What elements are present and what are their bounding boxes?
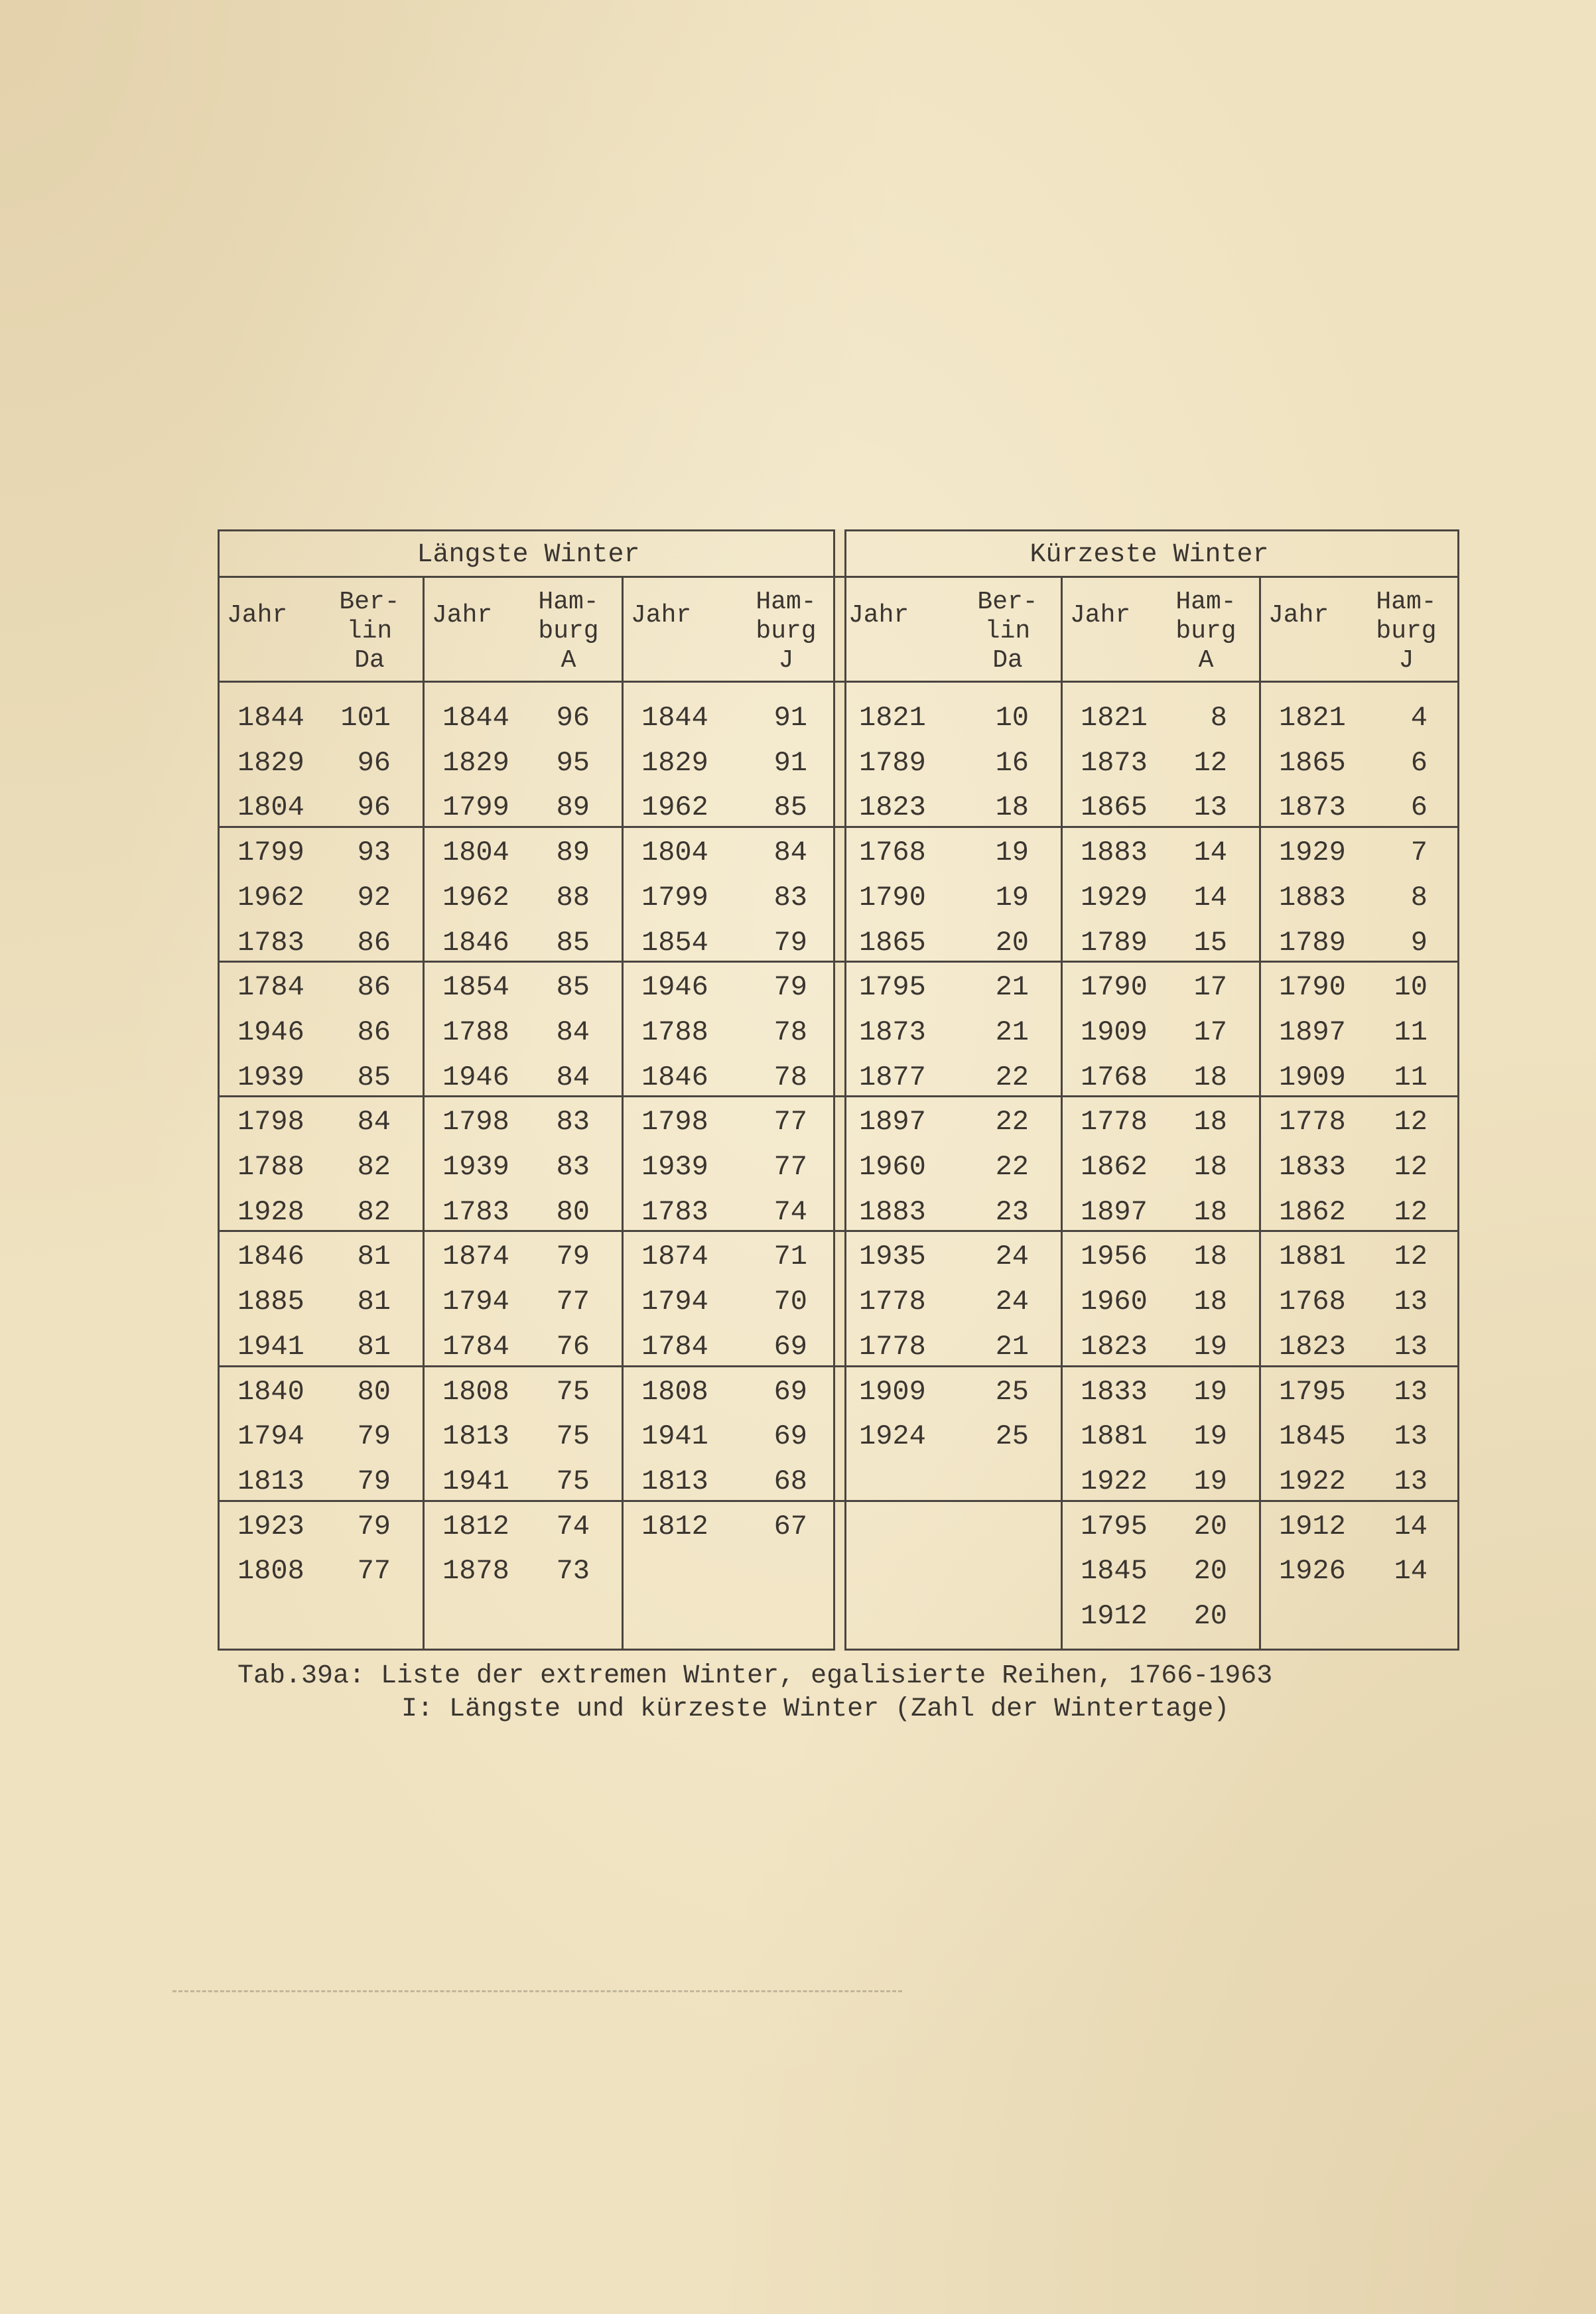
table-cell-year: 1912 — [1279, 1510, 1346, 1542]
table-cell-value: 19 — [995, 837, 1029, 869]
table-cell-value: 81 — [357, 1286, 391, 1318]
table-cell-year: 1865 — [1279, 746, 1346, 779]
table-cell-year: 1794 — [237, 1420, 304, 1453]
table-cell-year: 1829 — [442, 746, 509, 779]
table-cell-value: 85 — [556, 926, 590, 959]
table-cell-year: 1846 — [641, 1061, 708, 1093]
table-cell-year: 1878 — [442, 1555, 509, 1588]
table-cell-year: 1795 — [1279, 1375, 1346, 1408]
table-cell-year: 1808 — [237, 1555, 304, 1588]
table-cell-year: 1790 — [1279, 971, 1346, 1004]
table-cell-year: 1799 — [641, 881, 708, 914]
table-cell-value: 19 — [1193, 1465, 1227, 1497]
table-cell-value: 24 — [995, 1241, 1029, 1273]
table-cell-year: 1962 — [641, 791, 708, 824]
table-cell-value: 9 — [1410, 926, 1428, 959]
table-cell-year: 1794 — [641, 1286, 708, 1318]
table-cell-value: 12 — [1394, 1241, 1428, 1273]
table-cell-year: 1909 — [1279, 1061, 1346, 1093]
table-cell-value: 92 — [357, 881, 391, 914]
table-cell-year: 1768 — [859, 837, 926, 869]
table-cell-year: 1788 — [442, 1016, 509, 1048]
table-cell-value: 22 — [995, 1106, 1029, 1138]
table-cell-value: 19 — [995, 881, 1029, 914]
table-cell-year: 1813 — [442, 1420, 509, 1453]
table-cell-year: 1783 — [442, 1195, 509, 1228]
table-cell-year: 1865 — [1081, 791, 1148, 824]
table-cell-year: 1784 — [237, 971, 304, 1004]
table-cell-value: 86 — [357, 1016, 391, 1048]
table-cell-value: 82 — [357, 1151, 391, 1183]
table-cell-value: 17 — [1193, 1016, 1227, 1048]
table-cell-year: 1939 — [442, 1151, 509, 1183]
row-group-rule — [218, 1365, 1459, 1367]
table-cell-year: 1865 — [859, 926, 926, 959]
table-cell-value: 83 — [556, 1106, 590, 1138]
table-cell-value: 84 — [357, 1106, 391, 1138]
table-cell-value: 21 — [995, 1016, 1029, 1048]
table-cell-value: 13 — [1394, 1375, 1428, 1408]
table-cell-value: 69 — [773, 1330, 807, 1363]
table-cell-year: 1909 — [1081, 1016, 1148, 1048]
table-cell-value: 24 — [995, 1286, 1029, 1318]
table-cell-year: 1883 — [859, 1195, 926, 1228]
table-cell-value: 101 — [340, 702, 391, 734]
table-cell-year: 1883 — [1081, 837, 1148, 869]
table-cell-value: 74 — [556, 1510, 590, 1542]
table-cell-year: 1823 — [859, 791, 926, 824]
table-cell-year: 1808 — [442, 1375, 509, 1408]
table-cell-value: 18 — [1193, 1151, 1227, 1183]
table-cell-value: 17 — [1193, 971, 1227, 1004]
table-cell-value: 79 — [357, 1465, 391, 1497]
table-cell-value: 86 — [357, 971, 391, 1004]
table-cell-value: 19 — [1193, 1420, 1227, 1453]
table-cell-year: 1960 — [859, 1151, 926, 1183]
table-cell-value: 81 — [357, 1241, 391, 1273]
table-cell-year: 1912 — [1081, 1600, 1148, 1632]
table-cell-value: 84 — [773, 837, 807, 869]
table-cell-year: 1812 — [641, 1510, 708, 1542]
table-cell-year: 1862 — [1081, 1151, 1148, 1183]
table-cell-value: 8 — [1410, 881, 1428, 914]
table-cell-value: 76 — [556, 1330, 590, 1363]
column-header-value: Ham- burg J — [756, 588, 817, 675]
table-cell-year: 1960 — [1081, 1286, 1148, 1318]
column-header-year: Jahr — [432, 601, 493, 630]
caption-line-1: Tab.39a: Liste der extremen Winter, egalisierte Reihen, 1766-1963 — [237, 1661, 1273, 1691]
table-cell-value: 83 — [556, 1151, 590, 1183]
table-cell-value: 18 — [995, 791, 1029, 824]
table-cell-value: 78 — [773, 1016, 807, 1048]
table-cell-value: 89 — [556, 837, 590, 869]
table-cell-year: 1768 — [1081, 1061, 1148, 1093]
table-cell-year: 1929 — [1081, 881, 1148, 914]
table-cell-value: 16 — [995, 746, 1029, 779]
table-cell-year: 1926 — [1279, 1555, 1346, 1588]
table-cell-year: 1821 — [1081, 702, 1148, 734]
table-cell-year: 1935 — [859, 1241, 926, 1273]
column-header-value: Ber- lin Da — [339, 588, 400, 675]
table-cell-year: 1941 — [641, 1420, 708, 1453]
table-cell-value: 68 — [773, 1465, 807, 1497]
table-cell-value: 84 — [556, 1016, 590, 1048]
row-group-rule — [218, 961, 1459, 963]
table-cell-value: 91 — [773, 746, 807, 779]
table-cell-year: 1844 — [237, 702, 304, 734]
table-cell-year: 1845 — [1081, 1555, 1148, 1588]
table-cell-year: 1788 — [237, 1151, 304, 1183]
table-cell-value: 85 — [357, 1061, 391, 1093]
table-cell-year: 1798 — [237, 1106, 304, 1138]
column-rule — [622, 576, 624, 1651]
table-cell-year: 1922 — [1279, 1465, 1346, 1497]
table-cell-year: 1840 — [237, 1375, 304, 1408]
table-cell-year: 1821 — [1279, 702, 1346, 734]
table-cell-year: 1795 — [1081, 1510, 1148, 1542]
table-cell-year: 1823 — [1279, 1330, 1346, 1363]
table-cell-year: 1790 — [1081, 971, 1148, 1004]
column-header-year: Jahr — [1070, 601, 1131, 630]
table-cell-value: 79 — [556, 1241, 590, 1273]
column-rule — [1259, 576, 1261, 1651]
table-cell-value: 96 — [357, 791, 391, 824]
caption-line-2: I: Längste und kürzeste Winter (Zahl der Wintertage) — [401, 1694, 1230, 1724]
table-cell-value: 10 — [995, 702, 1029, 734]
table-cell-year: 1922 — [1081, 1465, 1148, 1497]
table-cell-value: 19 — [1193, 1330, 1227, 1363]
table-cell-year: 1783 — [237, 926, 304, 959]
table-cell-value: 75 — [556, 1465, 590, 1497]
table-cell-value: 80 — [357, 1375, 391, 1408]
table-cell-value: 67 — [773, 1510, 807, 1542]
table-cell-value: 11 — [1394, 1061, 1428, 1093]
row-group-rule — [218, 1095, 1459, 1097]
table-cell-value: 12 — [1394, 1195, 1428, 1228]
table-cell-value: 20 — [1193, 1510, 1227, 1542]
table-cell-year: 1924 — [859, 1420, 926, 1453]
table-cell-year: 1778 — [859, 1286, 926, 1318]
table-cell-value: 79 — [773, 926, 807, 959]
table-cell-value: 69 — [773, 1420, 807, 1453]
table-cell-value: 19 — [1193, 1375, 1227, 1408]
table-cell-year: 1928 — [237, 1195, 304, 1228]
table-cell-value: 13 — [1394, 1465, 1428, 1497]
table-cell-year: 1783 — [641, 1195, 708, 1228]
table-cell-value: 75 — [556, 1420, 590, 1453]
title-rule — [218, 576, 1459, 578]
table-cell-year: 1844 — [641, 702, 708, 734]
table-cell-value: 13 — [1193, 791, 1227, 824]
table-cell-value: 8 — [1210, 702, 1227, 734]
longest-winters-title: Längste Winter — [417, 540, 640, 570]
table-cell-value: 73 — [556, 1555, 590, 1588]
table-cell-year: 1862 — [1279, 1195, 1346, 1228]
table-cell-year: 1833 — [1279, 1151, 1346, 1183]
table-cell-year: 1939 — [641, 1151, 708, 1183]
table-cell-year: 1790 — [859, 881, 926, 914]
table-cell-value: 20 — [1193, 1555, 1227, 1588]
row-group-rule — [218, 826, 1459, 828]
table-cell-year: 1784 — [442, 1330, 509, 1363]
shortest-winters-title: Kürzeste Winter — [1030, 540, 1269, 570]
table-cell-year: 1962 — [442, 881, 509, 914]
table-cell-value: 84 — [556, 1061, 590, 1093]
table-cell-value: 14 — [1193, 837, 1227, 869]
table-cell-year: 1897 — [1081, 1195, 1148, 1228]
table-cell-value: 13 — [1394, 1330, 1428, 1363]
table-cell-year: 1873 — [1081, 746, 1148, 779]
table-cell-value: 13 — [1394, 1286, 1428, 1318]
table-cell-value: 18 — [1193, 1061, 1227, 1093]
table-cell-year: 1844 — [442, 702, 509, 734]
table-cell-year: 1946 — [641, 971, 708, 1004]
table-cell-year: 1804 — [442, 837, 509, 869]
table-cell-value: 7 — [1410, 837, 1428, 869]
column-rule — [423, 576, 425, 1651]
table-cell-value: 14 — [1394, 1510, 1428, 1542]
table-cell-year: 1823 — [1081, 1330, 1148, 1363]
table-cell-year: 1789 — [859, 746, 926, 779]
column-header-year: Jahr — [848, 601, 909, 630]
table-cell-value: 83 — [773, 881, 807, 914]
table-cell-year: 1854 — [641, 926, 708, 959]
table-cell-value: 11 — [1394, 1016, 1428, 1048]
table-cell-year: 1941 — [442, 1465, 509, 1497]
table-cell-value: 82 — [357, 1195, 391, 1228]
table-cell-value: 89 — [556, 791, 590, 824]
table-cell-year: 1946 — [237, 1016, 304, 1048]
table-cell-value: 77 — [357, 1555, 391, 1588]
table-cell-value: 12 — [1394, 1151, 1428, 1183]
table-cell-year: 1946 — [442, 1061, 509, 1093]
table-cell-value: 78 — [773, 1061, 807, 1093]
table-cell-value: 18 — [1193, 1195, 1227, 1228]
table-cell-value: 13 — [1394, 1420, 1428, 1453]
table-cell-value: 79 — [357, 1510, 391, 1542]
table-cell-year: 1874 — [442, 1241, 509, 1273]
table-cell-year: 1799 — [237, 837, 304, 869]
table-cell-year: 1813 — [237, 1465, 304, 1497]
table-cell-value: 69 — [773, 1375, 807, 1408]
table-cell-year: 1941 — [237, 1330, 304, 1363]
table-cell-year: 1804 — [237, 791, 304, 824]
table-cell-year: 1795 — [859, 971, 926, 1004]
table-cell-value: 91 — [773, 702, 807, 734]
table-cell-value: 25 — [995, 1375, 1029, 1408]
table-cell-value: 88 — [556, 881, 590, 914]
table-cell-year: 1909 — [859, 1375, 926, 1408]
table-cell-year: 1778 — [859, 1330, 926, 1363]
table-cell-year: 1854 — [442, 971, 509, 1004]
longest-winters-block — [218, 529, 839, 1651]
table-cell-year: 1812 — [442, 1510, 509, 1542]
table-cell-value: 12 — [1394, 1106, 1428, 1138]
table-cell-value: 74 — [773, 1195, 807, 1228]
table-caption — [237, 1660, 1458, 1726]
table-cell-year: 1794 — [442, 1286, 509, 1318]
table-cell-year: 1939 — [237, 1061, 304, 1093]
double-divider — [833, 529, 846, 1651]
table-cell-year: 1789 — [1279, 926, 1346, 959]
table-cell-year: 1804 — [641, 837, 708, 869]
table-cell-value: 77 — [773, 1151, 807, 1183]
table-cell-value: 6 — [1410, 791, 1428, 824]
table-cell-year: 1897 — [859, 1106, 926, 1138]
table-cell-year: 1808 — [641, 1375, 708, 1408]
table-cell-year: 1798 — [641, 1106, 708, 1138]
table-cell-value: 18 — [1193, 1241, 1227, 1273]
column-header-year: Jahr — [1268, 601, 1329, 630]
table-cell-year: 1897 — [1279, 1016, 1346, 1048]
row-group-rule — [218, 1500, 1459, 1502]
table-cell-value: 77 — [556, 1286, 590, 1318]
table-cell-value: 21 — [995, 971, 1029, 1004]
table-cell-value: 20 — [995, 926, 1029, 959]
table-cell-value: 75 — [556, 1375, 590, 1408]
table-cell-year: 1799 — [442, 791, 509, 824]
table-cell-year: 1778 — [1279, 1106, 1346, 1138]
table-cell-value: 71 — [773, 1241, 807, 1273]
table-cell-value: 14 — [1394, 1555, 1428, 1588]
table-cell-value: 95 — [556, 746, 590, 779]
table-cell-year: 1873 — [859, 1016, 926, 1048]
table-cell-value: 22 — [995, 1061, 1029, 1093]
table-cell-year: 1962 — [237, 881, 304, 914]
table-cell-year: 1881 — [1081, 1420, 1148, 1453]
table-cell-year: 1833 — [1081, 1375, 1148, 1408]
table-cell-value: 10 — [1394, 971, 1428, 1004]
table-cell-value: 21 — [995, 1330, 1029, 1363]
table-cell-value: 77 — [773, 1106, 807, 1138]
column-header-year: Jahr — [631, 601, 692, 630]
table-cell-year: 1829 — [641, 746, 708, 779]
table-cell-value: 18 — [1193, 1106, 1227, 1138]
table-cell-value: 85 — [556, 971, 590, 1004]
table-cell-year: 1788 — [641, 1016, 708, 1048]
table-cell-year: 1846 — [237, 1241, 304, 1273]
table-cell-year: 1874 — [641, 1241, 708, 1273]
table-cell-year: 1883 — [1279, 881, 1346, 914]
table-cell-year: 1813 — [641, 1465, 708, 1497]
table-cell-value: 4 — [1410, 702, 1428, 734]
table-cell-year: 1798 — [442, 1106, 509, 1138]
table-cell-value: 14 — [1193, 881, 1227, 914]
column-rule — [1061, 576, 1063, 1651]
table-cell-year: 1778 — [1081, 1106, 1148, 1138]
table-cell-value: 70 — [773, 1286, 807, 1318]
table-cell-year: 1929 — [1279, 837, 1346, 869]
column-header-value: Ber- lin Da — [977, 588, 1038, 675]
table-cell-value: 15 — [1193, 926, 1227, 959]
column-header-value: Ham- burg J — [1376, 588, 1437, 675]
table-cell-year: 1821 — [859, 702, 926, 734]
table-cell-value: 85 — [773, 791, 807, 824]
table-cell-year: 1956 — [1081, 1241, 1148, 1273]
table-cell-year: 1789 — [1081, 926, 1148, 959]
table-cell-year: 1829 — [237, 746, 304, 779]
table-cell-value: 81 — [357, 1330, 391, 1363]
table-cell-value: 25 — [995, 1420, 1029, 1453]
table-cell-value: 86 — [357, 926, 391, 959]
column-header-year: Jahr — [227, 601, 288, 630]
table-cell-value: 12 — [1193, 746, 1227, 779]
table-cell-year: 1881 — [1279, 1241, 1346, 1273]
extreme-winters-table — [218, 529, 1459, 1651]
table-cell-value: 79 — [773, 971, 807, 1004]
table-cell-value: 18 — [1193, 1286, 1227, 1318]
shortest-winters-block — [839, 529, 1459, 1651]
table-cell-year: 1873 — [1279, 791, 1346, 824]
table-cell-value: 23 — [995, 1195, 1029, 1228]
column-header-value: Ham- burg A — [1175, 588, 1236, 675]
table-cell-year: 1768 — [1279, 1286, 1346, 1318]
table-cell-value: 20 — [1193, 1600, 1227, 1632]
paper-mark — [172, 1990, 902, 1995]
row-group-rule — [218, 1230, 1459, 1232]
table-cell-year: 1923 — [237, 1510, 304, 1542]
table-cell-year: 1846 — [442, 926, 509, 959]
table-cell-value: 96 — [556, 702, 590, 734]
table-cell-year: 1877 — [859, 1061, 926, 1093]
table-cell-value: 22 — [995, 1151, 1029, 1183]
header-rule — [218, 681, 1459, 683]
table-cell-value: 80 — [556, 1195, 590, 1228]
table-cell-year: 1885 — [237, 1286, 304, 1318]
column-header-value: Ham- burg A — [538, 588, 599, 675]
table-cell-value: 79 — [357, 1420, 391, 1453]
table-cell-value: 93 — [357, 837, 391, 869]
table-cell-year: 1845 — [1279, 1420, 1346, 1453]
table-cell-value: 96 — [357, 746, 391, 779]
table-cell-year: 1784 — [641, 1330, 708, 1363]
table-cell-value: 6 — [1410, 746, 1428, 779]
